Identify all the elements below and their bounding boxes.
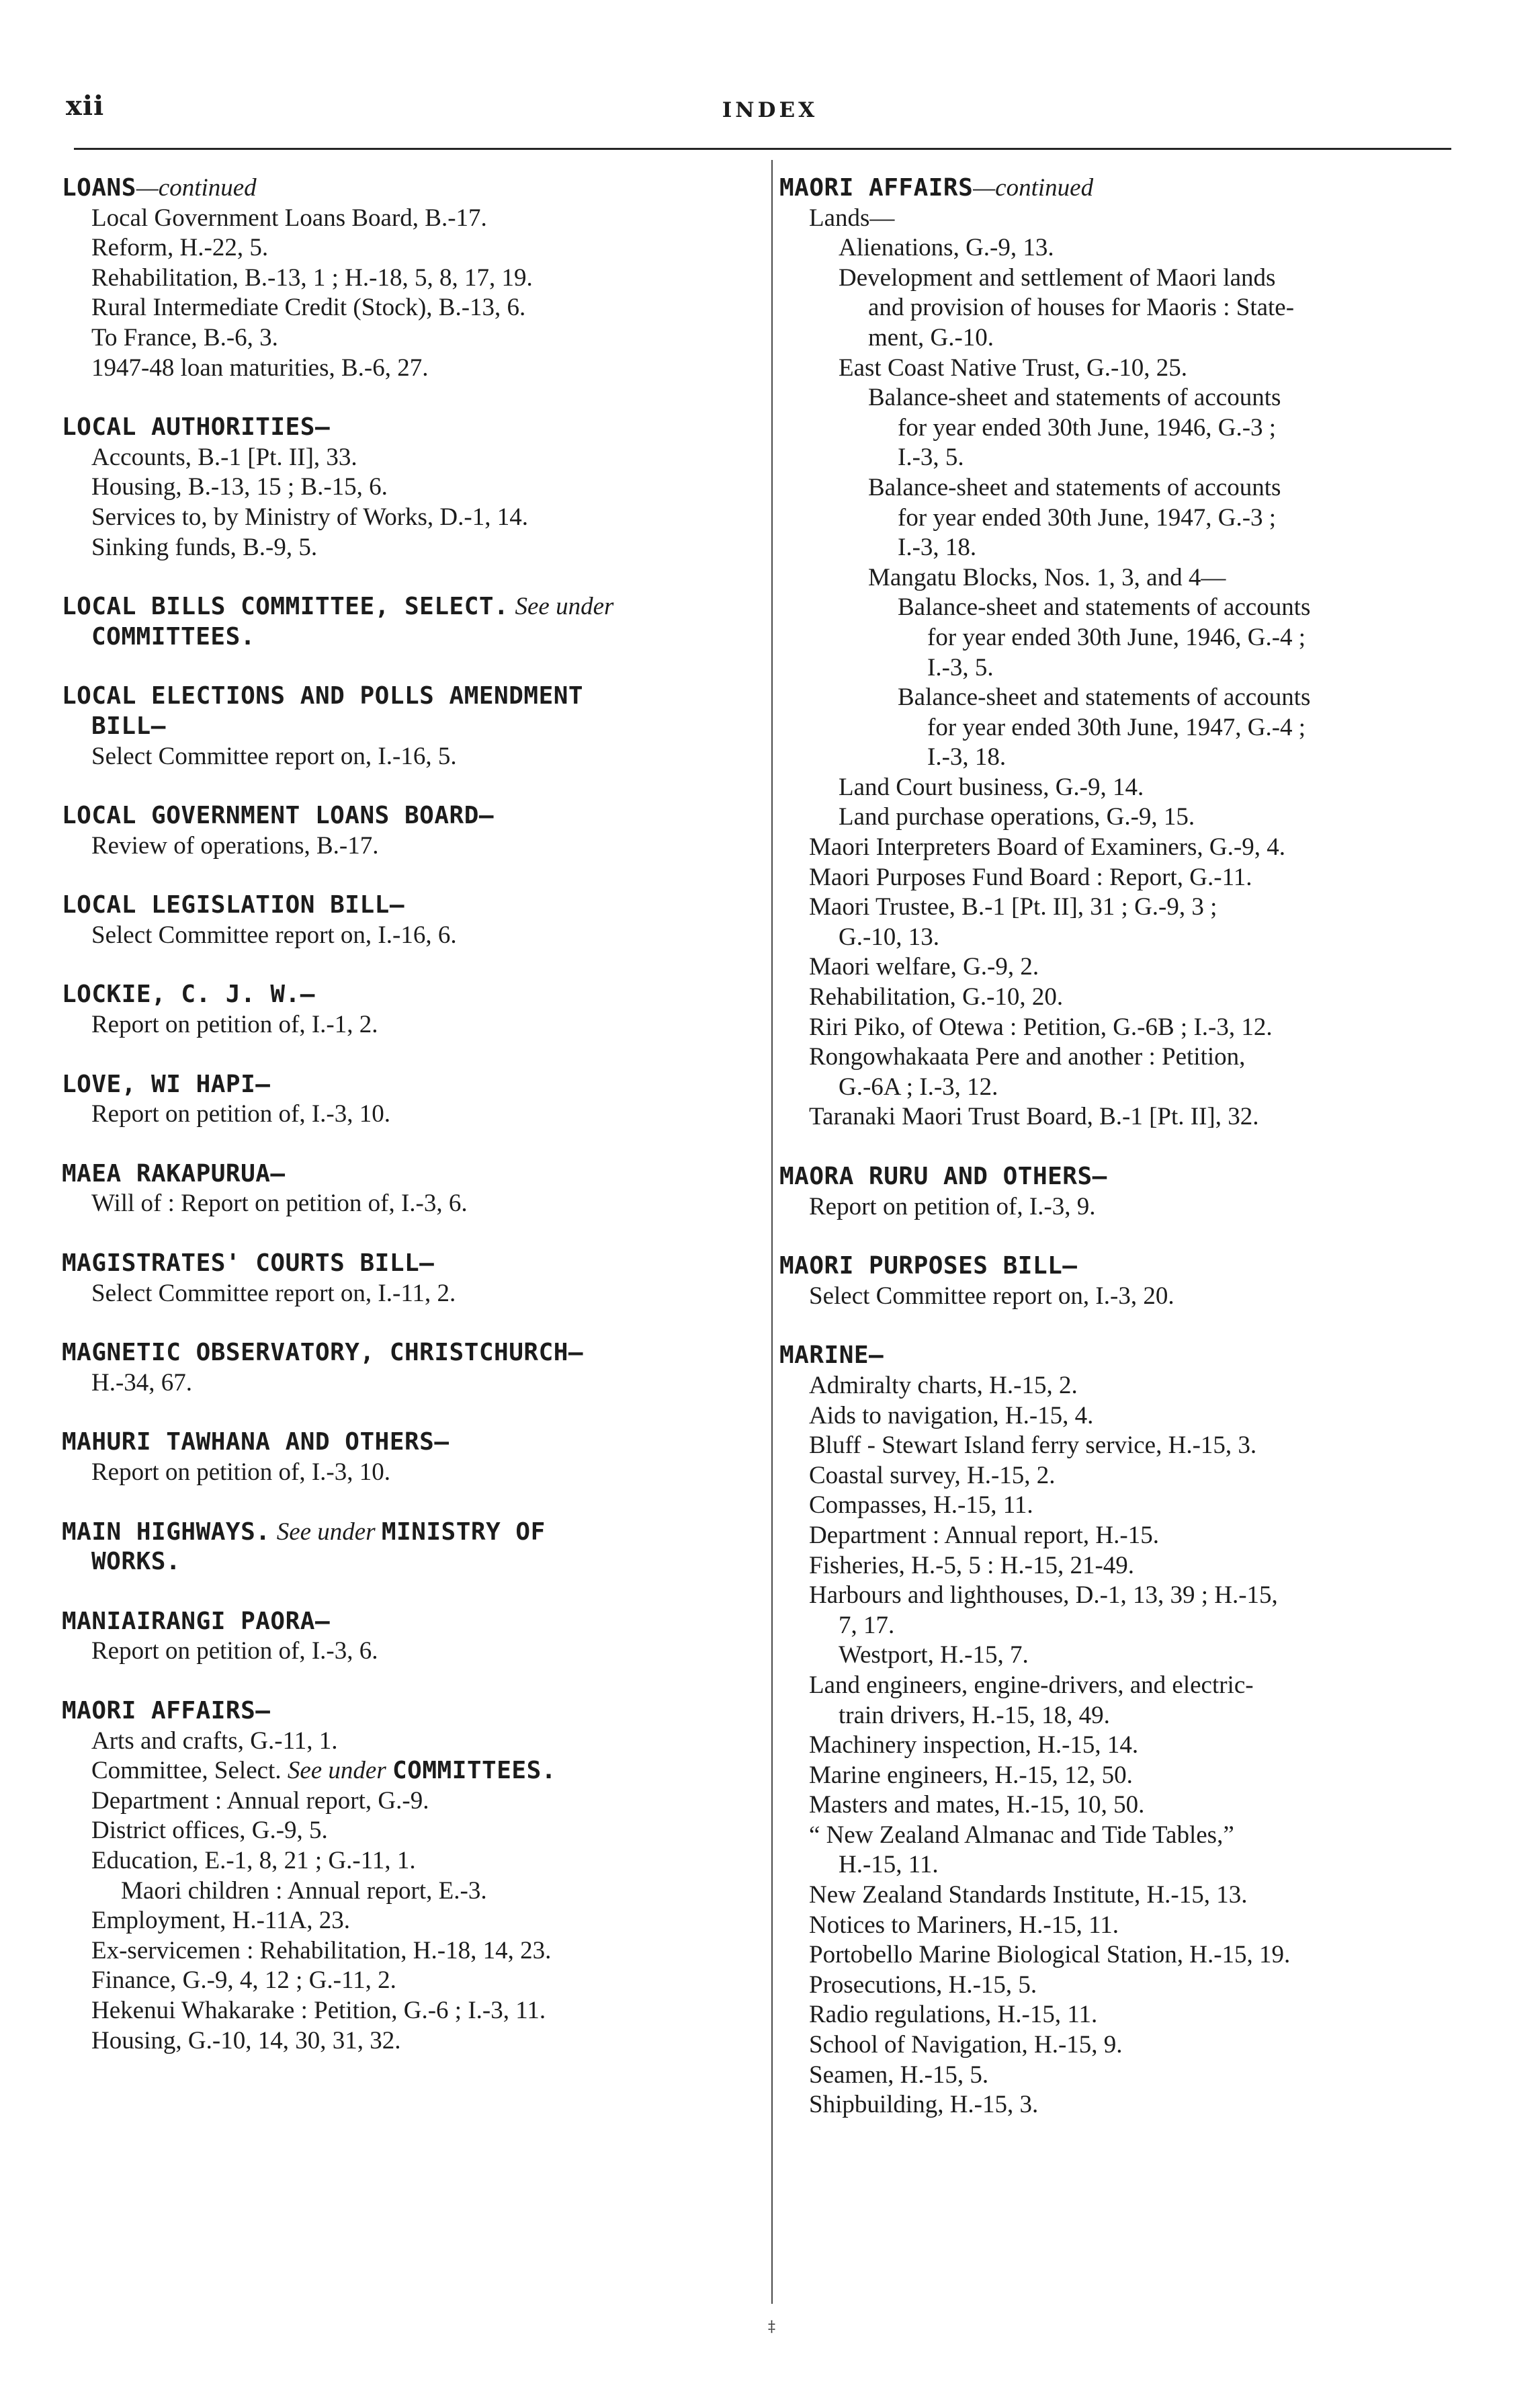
index-entry	[62, 533, 734, 563]
entry-text: Masters and mates, H.-15, 10, 50.	[809, 1791, 1145, 1819]
entry-text: G.-6A ; I.-3, 12.	[839, 1073, 998, 1101]
page-number: xii	[66, 90, 105, 122]
index-entry	[62, 831, 734, 862]
entry-text: Aids to navigation, H.-15, 4.	[809, 1401, 1094, 1429]
entry-text: Reform, H.-22, 5.	[91, 234, 269, 262]
index-heading	[62, 1070, 734, 1100]
index-entry	[779, 1073, 1451, 1103]
index-entry	[779, 383, 1451, 413]
index-entry	[779, 1401, 1451, 1431]
entry-spacer	[62, 1488, 734, 1518]
right-column	[779, 173, 1451, 2120]
index-heading	[62, 622, 734, 653]
entry-text: Department : Annual report, H.-15.	[809, 1521, 1159, 1549]
heading-text: LOCAL GOVERNMENT LOANS BOARD—	[62, 802, 495, 830]
index-entry	[779, 743, 1451, 773]
index-entry	[779, 1581, 1451, 1611]
index-entry	[779, 1611, 1451, 1641]
cross-reference-label: See under	[276, 1518, 376, 1546]
cross-reference-label: See under	[515, 593, 614, 621]
entry-text: Rural Intermediate Credit (Stock), B.-13, 6.	[91, 294, 526, 322]
entry-spacer	[62, 1130, 734, 1159]
entry-spacer	[62, 1309, 734, 1338]
entry-spacer	[62, 950, 734, 980]
heading-text: LOVE, WI HAPI—	[62, 1070, 271, 1098]
entry-spacer	[62, 1219, 734, 1249]
index-entry	[62, 472, 734, 503]
heading-text: MAGNETIC OBSERVATORY, CHRISTCHURCH—	[62, 1339, 584, 1367]
index-entry	[62, 1786, 734, 1817]
index-entry	[779, 1850, 1451, 1880]
entry-spacer	[62, 1040, 734, 1070]
index-entry	[779, 204, 1451, 234]
index-entry	[779, 863, 1451, 893]
entry-spacer	[62, 652, 734, 681]
heading-text: MAIN HIGHWAYS.	[62, 1518, 271, 1546]
entry-text: Machinery inspection, H.-15, 14.	[809, 1731, 1139, 1759]
entry-text: H.-15, 11.	[839, 1851, 939, 1879]
cross-reference-target: COMMITTEES.	[392, 1757, 556, 1785]
index-heading	[62, 712, 734, 742]
index-entry	[62, 1636, 734, 1667]
entry-text: Prosecutions, H.-15, 5.	[809, 1970, 1037, 1999]
entry-text: Education, E.-1, 8, 21 ; G.-11, 1.	[91, 1846, 416, 1874]
left-column	[62, 173, 734, 2056]
entry-text: Balance-sheet and statements of accounts	[868, 473, 1281, 501]
entry-text: Maori Interpreters Board of Examiners, G.-9, 4.	[809, 833, 1285, 862]
index-entry	[779, 952, 1451, 983]
heading-text: WORKS.	[91, 1548, 181, 1576]
heading-text: MAORI AFFAIRS—	[62, 1696, 271, 1725]
entry-text: for year ended 30th June, 1946, G.-4 ;	[927, 623, 1306, 651]
entry-text: Sinking funds, B.-9, 5.	[91, 533, 318, 561]
index-entry	[779, 892, 1451, 923]
index-entry	[779, 1042, 1451, 1073]
entry-text: District offices, G.-9, 5.	[91, 1817, 328, 1845]
entry-text: Balance-sheet and statements of accounts	[898, 593, 1311, 622]
entry-text: I.-3, 18.	[898, 534, 977, 562]
entry-text: G.-10, 13.	[839, 923, 940, 951]
entry-text: Will of : Report on petition of, I.-3, 6.	[91, 1190, 468, 1218]
entry-spacer	[62, 861, 734, 890]
entry-text: Notices to Mariners, H.-15, 11.	[809, 1911, 1119, 1939]
index-entry	[779, 1521, 1451, 1551]
index-entry	[62, 1099, 734, 1130]
index-heading	[62, 592, 734, 622]
index-entry	[779, 1731, 1451, 1761]
entry-text: School of Navigation, H.-15, 9.	[809, 2031, 1123, 2059]
entry-text: Compasses, H.-15, 11.	[809, 1491, 1033, 1520]
index-entry	[779, 593, 1451, 623]
entry-text: Report on petition of, I.-1, 2.	[91, 1011, 378, 1039]
index-entry	[779, 653, 1451, 683]
entry-text: Maori children : Annual report, E.-3.	[121, 1876, 487, 1905]
index-heading	[62, 173, 734, 204]
entry-text: Accounts, B.-1 [Pt. II], 33.	[91, 443, 357, 471]
entry-text: H.-34, 67.	[91, 1368, 193, 1397]
index-heading	[779, 173, 1451, 204]
index-heading	[62, 1696, 734, 1727]
heading-text: MAORA RURU AND OTHERS—	[779, 1163, 1107, 1190]
entry-text: Report on petition of, I.-3, 10.	[91, 1458, 390, 1486]
entry-text: Riri Piko, of Otewa : Petition, G.-6B ; I.-3, 12.	[809, 1013, 1273, 1041]
index-entry	[779, 1641, 1451, 1671]
index-entry	[62, 1936, 734, 1966]
entry-text: I.-3, 5.	[898, 444, 964, 472]
entry-text: Mangatu Blocks, Nos. 1, 3, and 4—	[868, 563, 1226, 591]
index-entry	[779, 923, 1451, 953]
entry-text: Maori Purposes Fund Board : Report, G.-11.	[809, 863, 1252, 891]
entry-text: ment, G.-10.	[868, 323, 994, 351]
index-entry	[62, 1876, 734, 1907]
heading-text: LOCAL BILLS COMMITTEE, SELECT.	[62, 593, 509, 621]
entry-spacer	[62, 772, 734, 801]
index-entry	[62, 443, 734, 473]
entry-spacer	[62, 563, 734, 592]
entry-text: Report on petition of, I.-3, 6.	[91, 1637, 378, 1665]
entry-text: Shipbuilding, H.-15, 3.	[809, 2091, 1039, 2119]
entry-spacer	[62, 1667, 734, 1696]
entry-text: Land engineers, engine-drivers, and electric-	[809, 1671, 1254, 1699]
index-entry	[779, 413, 1451, 444]
index-entry	[62, 921, 734, 951]
index-entry	[779, 1911, 1451, 1941]
entry-text: Balance-sheet and statements of accounts	[868, 384, 1281, 412]
entry-spacer	[62, 1398, 734, 1427]
index-entry	[62, 1368, 734, 1399]
index-entry	[779, 1102, 1451, 1132]
heading-text: LOCAL LEGISLATION BILL—	[62, 891, 404, 919]
index-entry	[62, 204, 734, 234]
index-entry	[779, 1371, 1451, 1401]
index-heading	[62, 1427, 734, 1458]
heading-text: MAEA RAKAPURUA—	[62, 1159, 286, 1188]
index-heading	[62, 1607, 734, 1637]
entry-spacer	[779, 1222, 1451, 1251]
entry-text: Seamen, H.-15, 5.	[809, 2061, 989, 2089]
entry-text: for year ended 30th June, 1946, G.-3 ;	[898, 413, 1277, 442]
index-entry	[62, 1966, 734, 1996]
heading-text: LOCKIE, C. J. W.—	[62, 981, 315, 1009]
entry-text: Arts and crafts, G.-11, 1.	[91, 1727, 338, 1755]
entry-text: Select Committee report on, I.-16, 6.	[91, 921, 457, 949]
index-heading	[62, 1249, 734, 1279]
index-entry	[779, 323, 1451, 354]
entry-text: Rehabilitation, B.-13, 1 ; H.-18, 5, 8, 17, 19.	[91, 263, 533, 292]
index-entry	[62, 1756, 734, 1786]
index-entry	[779, 1940, 1451, 1970]
index-entry	[779, 354, 1451, 384]
index-entry	[779, 1491, 1451, 1521]
index-entry	[779, 983, 1451, 1013]
entry-text: Report on petition of, I.-3, 10.	[91, 1100, 390, 1128]
index-heading	[62, 980, 734, 1010]
index-heading	[62, 681, 734, 712]
entry-text: New Zealand Standards Institute, H.-15, 13.	[809, 1881, 1248, 1909]
index-entry	[779, 563, 1451, 593]
heading-text: MAGISTRATES' COURTS BILL—	[62, 1249, 435, 1278]
index-entry	[779, 623, 1451, 653]
entry-text: Fisheries, H.-5, 5 : H.-15, 21-49.	[809, 1551, 1135, 1579]
entry-text: Report on petition of, I.-3, 9.	[809, 1192, 1096, 1220]
index-entry	[62, 2026, 734, 2057]
entry-text: train drivers, H.-15, 18, 49.	[839, 1701, 1110, 1729]
entry-text: Local Government Loans Board, B.-17.	[91, 204, 487, 232]
index-entry	[779, 2061, 1451, 2091]
index-heading	[62, 801, 734, 831]
index-entry	[779, 1431, 1451, 1461]
index-entry	[779, 233, 1451, 263]
column-divider	[771, 160, 773, 2304]
entry-text: I.-3, 18.	[927, 743, 1007, 772]
entry-text: Balance-sheet and statements of accounts	[898, 683, 1311, 712]
entry-text: Marine engineers, H.-15, 12, 50.	[809, 1761, 1133, 1789]
entry-text: Rongowhakaata Pere and another : Petition,	[809, 1043, 1246, 1071]
heading-text: LOANS	[62, 174, 136, 202]
index-entry	[62, 1727, 734, 1757]
index-entry	[62, 742, 734, 772]
entry-text: Bluff - Stewart Island ferry service, H.-15, 3.	[809, 1431, 1257, 1460]
entry-text: Select Committee report on, I.-11, 2.	[91, 1279, 456, 1307]
entry-text: Employment, H.-11A, 23.	[91, 1907, 351, 1935]
entry-text: Maori Trustee, B.-1 [Pt. II], 31 ; G.-9, 3 ;	[809, 893, 1217, 921]
entry-text: Alienations, G.-9, 13.	[839, 234, 1054, 262]
index-entry	[779, 1821, 1451, 1851]
index-heading	[62, 413, 734, 443]
entry-text: Finance, G.-9, 4, 12 ; G.-11, 2.	[91, 1966, 396, 1995]
index-entry	[779, 1790, 1451, 1821]
index-entry	[62, 1189, 734, 1219]
index-heading	[62, 1547, 734, 1577]
index-entry	[779, 1671, 1451, 1701]
index-entry	[779, 713, 1451, 743]
entry-text: Taranaki Maori Trust Board, B.-1 [Pt. II], 32.	[809, 1103, 1259, 1131]
entry-text: Housing, G.-10, 14, 30, 31, 32.	[91, 2026, 401, 2054]
entry-text: Select Committee report on, I.-16, 5.	[91, 742, 457, 770]
index-entry	[779, 2000, 1451, 2030]
cross-reference-label: See under	[287, 1757, 386, 1785]
heading-text: MANIAIRANGI PAORA—	[62, 1607, 331, 1635]
entry-text: Development and settlement of Maori lands	[839, 263, 1276, 292]
footer-mark: ‡	[768, 2319, 775, 2335]
heading-text: LOCAL ELECTIONS AND POLLS AMENDMENT	[62, 682, 584, 710]
index-entry	[779, 293, 1451, 323]
entry-text: Ex-servicemen : Rehabilitation, H.-18, 14, 23.	[91, 1936, 552, 1964]
index-entry	[779, 533, 1451, 563]
index-entry	[62, 1458, 734, 1488]
index-entry	[62, 233, 734, 263]
heading-text: BILL—	[91, 712, 166, 740]
continued-label: —continued	[973, 174, 1094, 202]
entry-text: Hekenui Whakarake : Petition, G.-6 ; I.-3, 11.	[91, 1996, 546, 2024]
index-heading	[62, 890, 734, 921]
index-entry	[779, 263, 1451, 294]
index-entry	[779, 833, 1451, 863]
index-entry	[62, 503, 734, 533]
index-entry	[62, 1816, 734, 1846]
entry-text: Radio regulations, H.-15, 11.	[809, 2001, 1098, 2029]
index-entry	[779, 1880, 1451, 1911]
entry-spacer	[62, 1577, 734, 1607]
entry-text: Harbours and lighthouses, D.-1, 13, 39 ; H.-15,	[809, 1581, 1278, 1610]
index-entry	[779, 1701, 1451, 1731]
index-entry	[779, 1282, 1451, 1312]
entry-text: Land purchase operations, G.-9, 15.	[839, 803, 1195, 831]
index-entry	[62, 263, 734, 294]
index-entry	[779, 1013, 1451, 1043]
entry-spacer	[779, 1311, 1451, 1341]
entry-text: for year ended 30th June, 1947, G.-3 ;	[898, 503, 1277, 532]
running-head: INDEX	[722, 98, 818, 122]
index-entry	[779, 1192, 1451, 1222]
entry-text: Select Committee report on, I.-3, 20.	[809, 1282, 1174, 1310]
index-entry	[62, 1996, 734, 2026]
entry-text: Department : Annual report, G.-9.	[91, 1786, 429, 1815]
cross-reference-target: MINISTRY OF	[381, 1518, 546, 1546]
entry-text: To France, B.-6, 3.	[91, 323, 278, 351]
index-heading	[779, 1251, 1451, 1282]
index-heading	[62, 1159, 734, 1190]
entry-text: Committee, Select.	[91, 1757, 282, 1785]
index-entry	[779, 773, 1451, 803]
index-entry	[779, 1761, 1451, 1791]
index-heading	[779, 1162, 1451, 1192]
index-heading	[62, 1338, 734, 1368]
index-entry	[779, 802, 1451, 833]
entry-text: Rehabilitation, G.-10, 20.	[809, 983, 1064, 1011]
heading-text: MAHURI TAWHANA AND OTHERS—	[62, 1428, 450, 1456]
heading-text: LOCAL AUTHORITIES—	[62, 413, 331, 442]
entry-text: 7, 17.	[839, 1611, 895, 1639]
entry-text: “ New Zealand Almanac and Tide Tables,”	[809, 1821, 1234, 1849]
header-rule	[74, 148, 1451, 150]
index-entry	[779, 683, 1451, 713]
entry-text: Portobello Marine Biological Station, H.-15, 19.	[809, 1941, 1291, 1969]
index-entry	[779, 503, 1451, 534]
entry-text: Maori welfare, G.-9, 2.	[809, 953, 1039, 981]
entry-text: Lands—	[809, 204, 895, 232]
entry-text: East Coast Native Trust, G.-10, 25.	[839, 354, 1188, 382]
entry-text: Land Court business, G.-9, 14.	[839, 773, 1144, 801]
entry-text: Review of operations, B.-17.	[91, 831, 379, 860]
index-entry	[62, 1279, 734, 1309]
index-heading	[779, 1341, 1451, 1371]
index-entry	[779, 473, 1451, 503]
index-entry	[779, 1970, 1451, 2001]
entry-text: Housing, B.-13, 15 ; B.-15, 6.	[91, 473, 388, 501]
entry-spacer	[779, 1132, 1451, 1162]
entry-text: I.-3, 5.	[927, 653, 994, 681]
heading-text: COMMITTEES.	[91, 622, 255, 651]
index-entry	[62, 1906, 734, 1936]
index-entry	[62, 354, 734, 384]
index-entry	[779, 1461, 1451, 1491]
index-entry	[62, 1010, 734, 1040]
heading-text: MAORI AFFAIRS	[779, 174, 974, 202]
heading-text: MAORI PURPOSES BILL—	[779, 1252, 1078, 1280]
index-entry	[62, 1846, 734, 1876]
entry-text: Westport, H.-15, 7.	[839, 1641, 1029, 1669]
entry-text: Services to, by Ministry of Works, D.-1, 14.	[91, 503, 528, 531]
continued-label: —continued	[136, 174, 257, 202]
index-entry	[62, 293, 734, 323]
index-heading	[62, 1518, 734, 1548]
index-entry	[779, 2090, 1451, 2120]
entry-spacer	[62, 383, 734, 413]
index-entry	[779, 1551, 1451, 1581]
entry-text: Admiralty charts, H.-15, 2.	[809, 1371, 1078, 1399]
index-entry	[779, 443, 1451, 473]
entry-text: and provision of houses for Maoris : State-	[868, 294, 1295, 322]
entry-text: Coastal survey, H.-15, 2.	[809, 1461, 1056, 1489]
entry-text: 1947-48 loan maturities, B.-6, 27.	[91, 354, 429, 382]
index-entry	[62, 323, 734, 354]
index-entry	[779, 2030, 1451, 2061]
entry-text: for year ended 30th June, 1947, G.-4 ;	[927, 713, 1306, 741]
heading-text: MARINE—	[779, 1341, 884, 1370]
